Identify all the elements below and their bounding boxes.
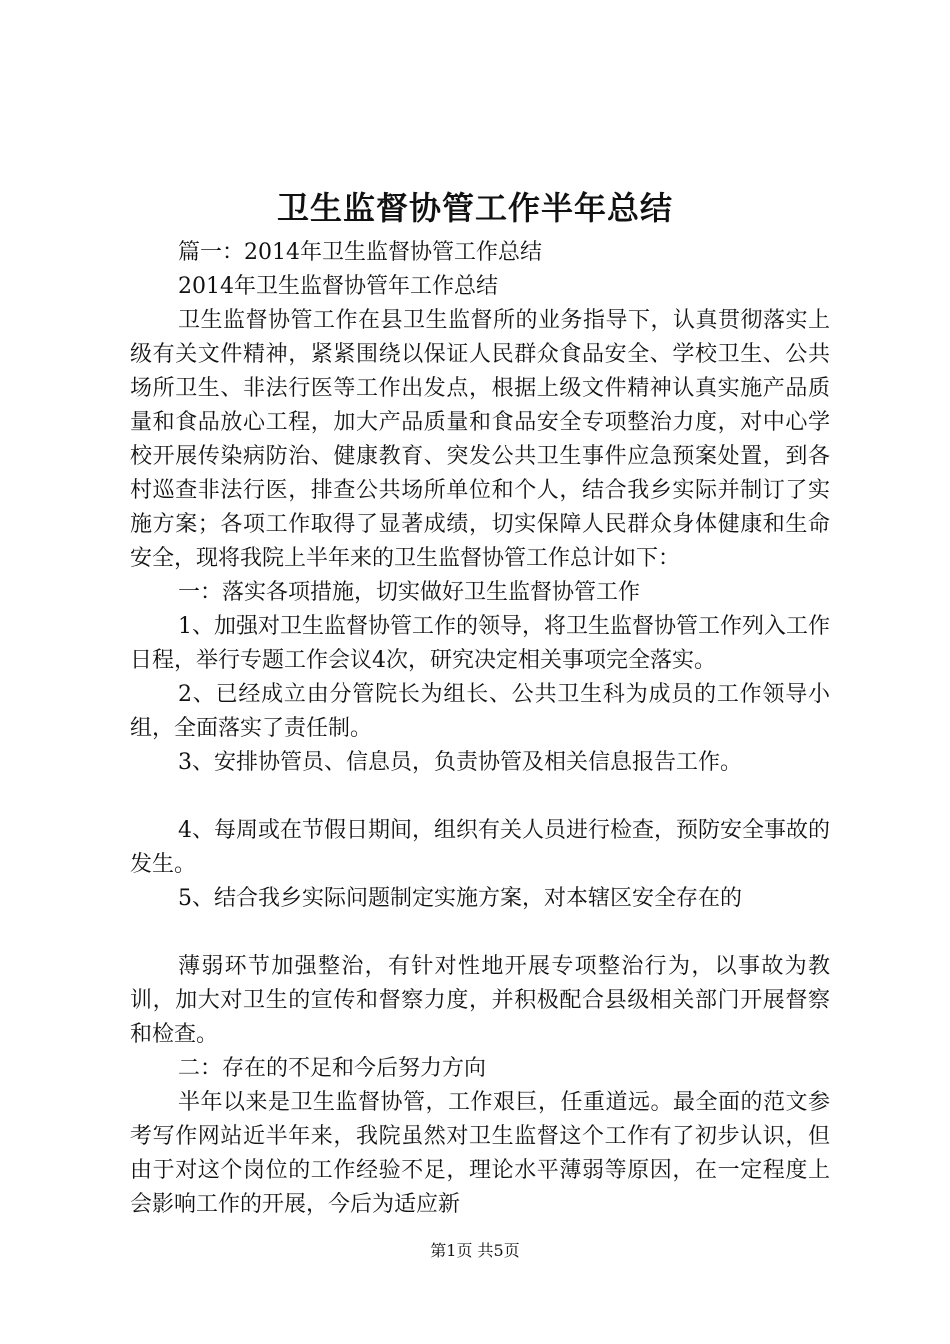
paragraph-part-two-body: 半年以来是卫生监督协管，工作艰巨，任重道远。最全面的范文参考写作网站近半年来，我院虽然对卫生监督这个工作有了初步认识，但由于对这个岗位的工作经验不足，理论水平薄弱等原因，在一定程度上会影响工作的开展，今后为适应新 bbox=[130, 1090, 830, 1217]
document-body bbox=[130, 236, 830, 1222]
paragraph-section-heading: 篇一：2014年卫生监督协管工作总结 bbox=[178, 240, 542, 265]
paragraph-item-2: 2、已经成立由分管院长为组长、公共卫生科为成员的工作领导小组，全面落实了责任制。 bbox=[130, 682, 830, 741]
paragraph-intro: 卫生监督协管工作在县卫生监督所的业务指导下，认真贯彻落实上级有关文件精神，紧紧围绕以保证人民群众食品安全、学校卫生、公共场所卫生、非法行医等工作出发点，根据上级文件精神认真实施产品质量和食品放心工程，加大产品质量和食品安全专项整治力度，对中心学校开展传染病防治、健康教育、突发公共卫生事件应急预案处置，到各村巡查非法行医，排查公共场所单位和个人，结合我乡实际并制订了实施方案；各项工作取得了显著成绩，切实保障人民群众身体健康和生命安全，现将我院上半年来的卫生监督协管工作总计如下： bbox=[130, 308, 830, 571]
paragraph-item-4: 4、每周或在节假日期间，组织有关人员进行检查，预防安全事故的发生。 bbox=[130, 818, 830, 877]
paragraph-item-5-continued: 薄弱环节加强整治，有针对性地开展专项整治行为，以事故为教训，加大对卫生的宣传和督察力度，并积极配合县级相关部门开展督察和检查。 bbox=[130, 954, 830, 1047]
blank-line bbox=[130, 780, 830, 814]
paragraph-item-1: 1、加强对卫生监督协管工作的领导，将卫生监督协管工作列入工作日程，举行专题工作会议4次，研究决定相关事项完全落实。 bbox=[130, 614, 830, 673]
page-number-footer: 第1页 共5页 bbox=[430, 1241, 520, 1260]
blank-line bbox=[130, 916, 830, 950]
paragraph-item-5: 5、结合我乡实际问题制定实施方案，对本辖区安全存在的 bbox=[178, 886, 742, 911]
paragraph-part-one-heading: 一：落实各项措施，切实做好卫生监督协管工作 bbox=[178, 580, 641, 605]
paragraph-part-two-heading: 二：存在的不足和今后努力方向 bbox=[178, 1056, 487, 1081]
page-title: 卫生监督协管工作半年总结 bbox=[276, 189, 673, 227]
paragraph-subtitle: 2014年卫生监督协管年工作总结 bbox=[178, 274, 498, 299]
paragraph-item-3: 3、安排协管员、信息员，负责协管及相关信息报告工作。 bbox=[178, 750, 742, 775]
